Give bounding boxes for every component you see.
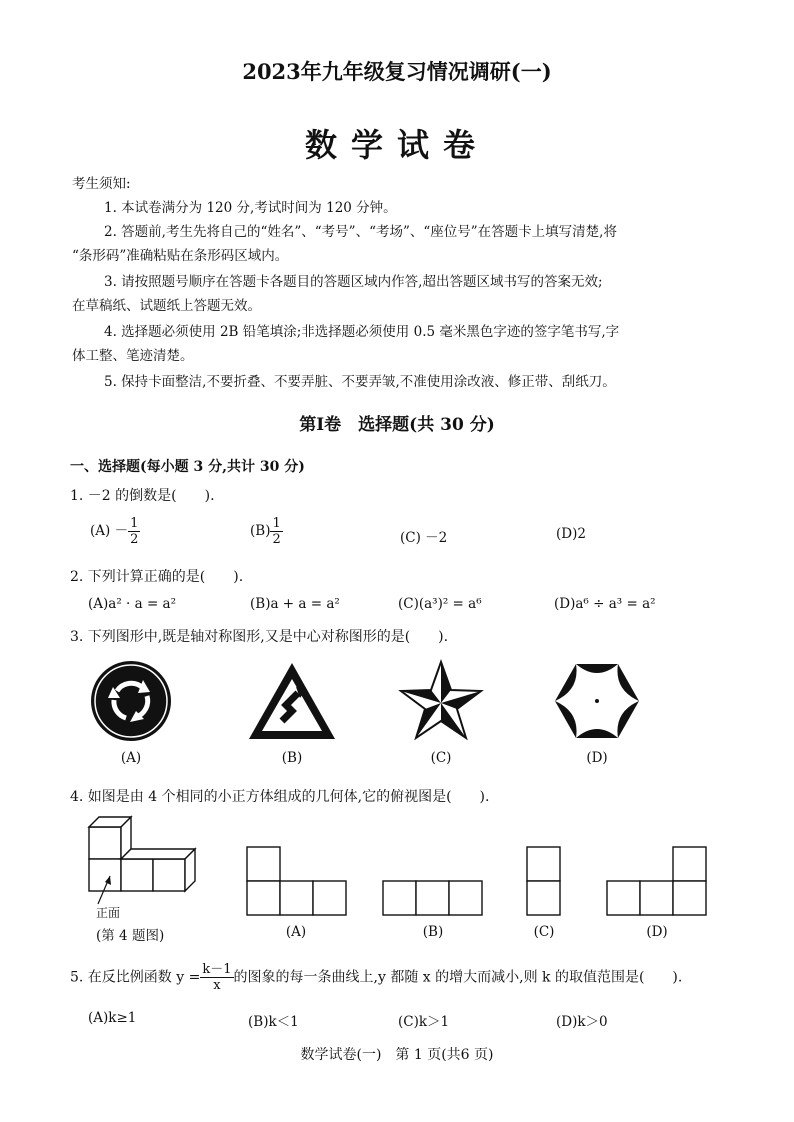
notice-item-3: 3. 请按照题号顺序在答题卡各题目的答题区域内作答,超出答题区域书写的答案无效; [104,274,603,290]
q4-label-d: (D) [646,924,668,940]
road-warning-sign-icon [246,660,338,742]
hexagon-umbrella-icon [552,660,642,742]
q2-option-d: (D)a⁶ ÷ a³ = a² [554,596,656,612]
top-view-option-c [526,846,562,916]
notice-item-4: 4. 选择题必须使用 2B 铅笔填涂;非选择题必须使用 0.5 毫米黑色字迹的签字笔书写,字 [104,324,620,340]
q3-label-a: (A) [120,750,142,766]
q3-stem: 3. 下列图形中,既是轴对称图形,又是中心对称图形的是( ). [70,629,449,645]
top-view-option-d [606,846,708,916]
part-heading: 一、选择题(每小题 3 分,共计 30 分) [70,459,305,475]
q3-label-c: (C) [430,750,452,766]
q2-stem: 2. 下列计算正确的是( ). [70,569,244,585]
section-title: 第Ⅰ卷 选择题(共 30 分) [299,415,495,435]
q5-option-c: (C)k＞1 [398,1014,450,1030]
five-point-star-icon [396,658,486,744]
q4-figure-caption: (第 4 题图) [96,928,165,944]
q2-option-a: (A)a² · a = a² [88,596,177,612]
notice-heading: 考生须知: [72,176,131,192]
q5-option-a: (A)k≥1 [88,1010,137,1026]
notice-item-5: 5. 保持卡面整洁,不要折叠、不要弄脏、不要弄皱,不准使用涂改液、修正带、刮纸刀。 [104,374,616,390]
notice-item-2-cont: “条形码”准确粘贴在条形码区域内。 [72,248,289,264]
top-view-option-a [246,846,348,916]
roundabout-sign-icon [86,660,176,742]
q1-stem: 1. －2 的倒数是( ). [70,488,215,504]
q1-option-c: (C) －2 [400,530,448,546]
subject-title: 数学试卷 [304,126,489,164]
notice-item-4-cont: 体工整、笔迹清楚。 [72,348,194,364]
q3-label-b: (B) [281,750,303,766]
q4-label-a: (A) [285,924,307,940]
q5-stem: 5. 在反比例函数 y = $\frac{k-1}{x}$ 的图象的每一条曲线上,y 都随 x 的增大而减小,则 k 的取值范围是( ). [70,962,683,993]
q1-option-d: (D)2 [556,526,586,542]
notice-item-2: 2. 答题前,考生先将自己的“姓名”、“考号”、“考场”、“座位号”在答题卡上填写清楚,将 [104,224,617,240]
q5-option-d: (D)k＞0 [556,1014,608,1030]
cube-solid-figure [84,812,204,918]
q5-option-b: (B)k＜1 [248,1014,299,1030]
q4-label-c: (C) [533,924,555,940]
page-footer: 数学试卷(一) 第 1 页(共6 页) [300,1047,494,1063]
q4-label-b: (B) [422,924,444,940]
q1-option-b: (B) $\frac{1}{2}$ [250,516,281,547]
q1-option-a: (A) － $\frac{1}{2}$ [90,516,139,547]
q3-label-d: (D) [586,750,608,766]
q2-option-c: (C)(a³)² = a⁶ [398,596,482,612]
notice-item-1: 1. 本试卷满分为 120 分,考试时间为 120 分钟。 [104,200,397,216]
exam-title: 2023年九年级复习情况调研(一) [242,59,552,84]
top-view-option-b [382,880,484,916]
front-label: 正面 [96,906,121,920]
notice-item-3-cont: 在草稿纸、试题纸上答题无效。 [72,298,261,314]
q2-option-b: (B)a + a = a² [250,596,340,612]
q4-stem: 4. 如图是由 4 个相同的小正方体组成的几何体,它的俯视图是( ). [70,789,490,805]
